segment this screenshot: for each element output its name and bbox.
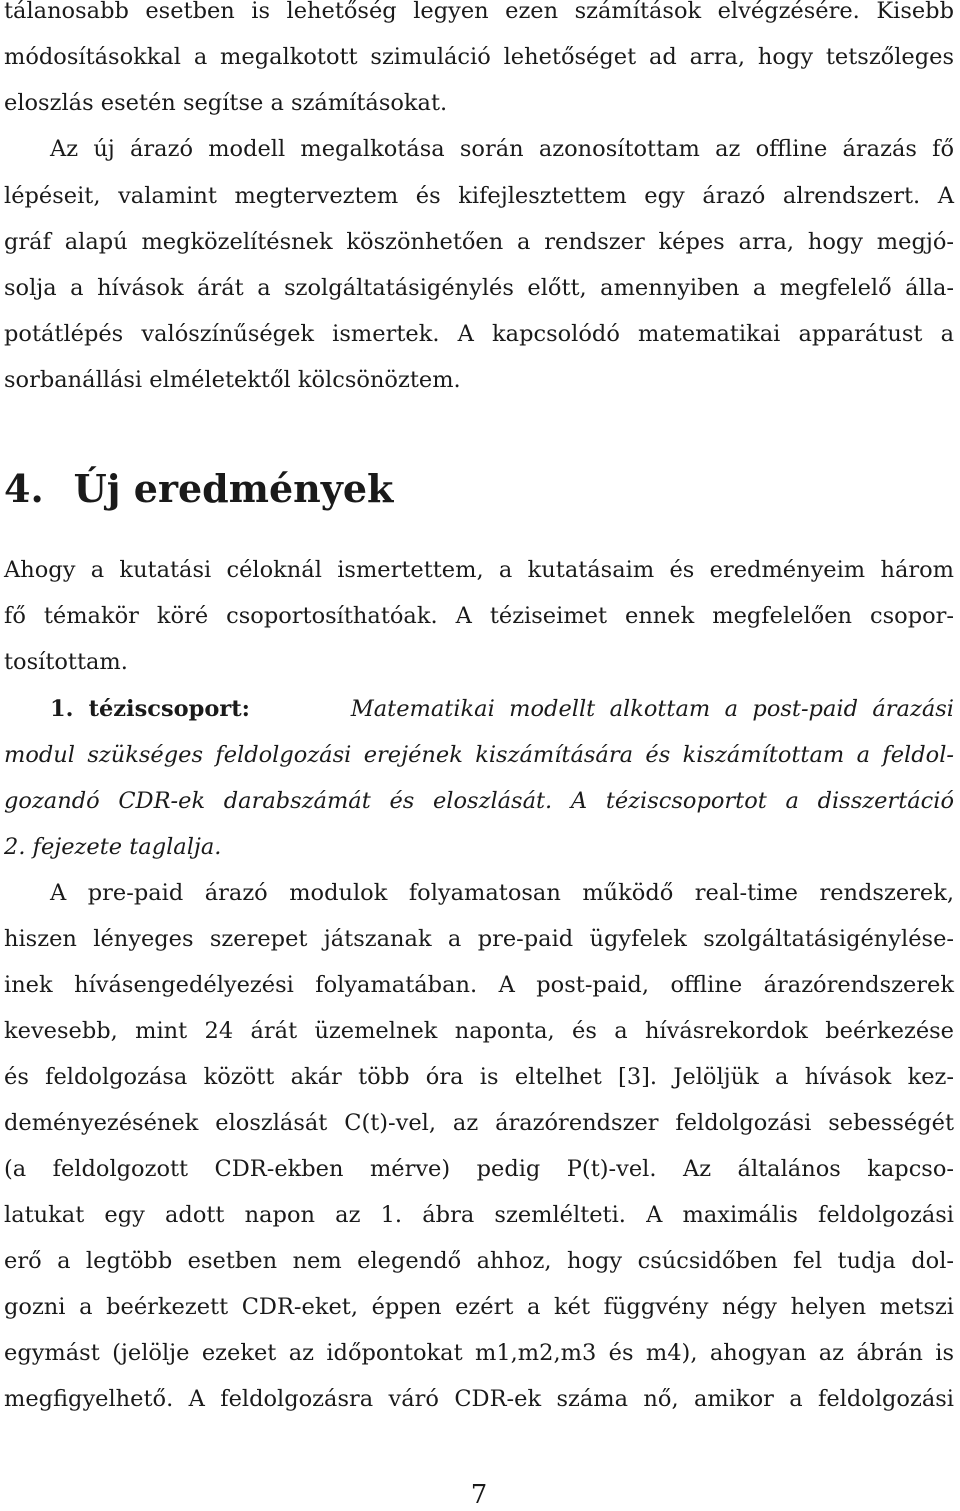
text-line: és feldolgozása között akár több óra is eltelhet [3]. Jelöljük a hívások kez-: [4, 1064, 954, 1090]
text-line: gozandó CDR-ek darabszámát és eloszlását. A téziscsoportot a disszertáció: [4, 788, 954, 814]
text-line: latukat egy adott napon az 1. ábra szemlélteti. A maximális feldolgozási: [4, 1202, 954, 1228]
text-line: Az új árazó modell megalkotása során azonosítottam az offline árazás fő: [50, 136, 954, 162]
text-line: gráf alapú megközelítésnek köszönhetően a rendszer képes arra, hogy megjó-: [4, 229, 954, 255]
text-line: gozni a beérkezett CDR-eket, éppen ezért a két függvény négy helyen metszi: [4, 1294, 954, 1320]
text-line: tálanosabb esetben is lehetőség legyen ezen számítások elvégzésére. Kisebb: [4, 0, 954, 24]
text-line: (a feldolgozott CDR-ekben mérve) pedig P(t)-vel. Az általános kapcso-: [4, 1156, 954, 1182]
text-line: módosításokkal a megalkotott szimuláció lehetőséget ad arra, hogy tetszőleges: [4, 44, 954, 70]
text-line: lépéseit, valamint megterveztem és kifejlesztettem egy árazó alrendszert. A: [4, 183, 954, 209]
page-number: 7: [470, 1480, 488, 1510]
text-line: egymást (jelölje ezeket az időpontokat m1,m2,m3 és m4), ahogyan az ábrán is: [4, 1340, 954, 1366]
text-line: inek hívásengedélyezési folyamatában. A post-paid, offline árazórendszerek: [4, 972, 954, 998]
text-line: megfigyelhető. A feldolgozásra váró CDR-ek száma nő, amikor a feldolgozási: [4, 1386, 954, 1412]
text-line: potátlépés valószínűségek ismertek. A kapcsolódó matematikai apparátust a: [4, 321, 954, 347]
section-number: 4.: [4, 466, 44, 511]
text-line: 2. fejezete taglalja.: [4, 834, 222, 860]
text-line: modul szükséges feldolgozási erejének kiszámítására és kiszámítottam a feldol-: [4, 742, 954, 768]
text-line: deményezésének eloszlását C(t)-vel, az árazórendszer feldolgozási sebességét: [4, 1110, 954, 1136]
text-line: Ahogy a kutatási céloknál ismertettem, a kutatásaim és eredményeim három: [4, 557, 954, 583]
thesis-label: 1. téziscsoport:: [50, 696, 250, 722]
text-line: eloszlás esetén segítse a számításokat.: [4, 90, 448, 116]
text-line: erő a legtöbb esetben nem elegendő ahhoz, hogy csúcsidőben fel tudja dol-: [4, 1248, 954, 1274]
section-title: Új eredmények: [73, 466, 394, 511]
text-line: fő témakör köré csoportosíthatóak. A téziseimet ennek megfelelően csopor-: [4, 603, 954, 629]
text-line: A pre-paid árazó modulok folyamatosan működő real-time rendszerek,: [50, 880, 954, 906]
text-line: solja a hívások árát a szolgáltatásigénylés előtt, amennyiben a megfelelő álla-: [4, 275, 954, 301]
thesis-first-line: [4, 686, 954, 732]
text-line: kevesebb, mint 24 árát üzemelnek naponta, és a hívásrekordok beérkezése: [4, 1018, 954, 1044]
thesis-text: Matematikai modellt alkottam a post-paid árazási: [350, 696, 954, 722]
text-line: sorbanállási elméletektől kölcsönöztem.: [4, 367, 461, 393]
text-line: tosítottam.: [4, 649, 128, 675]
section-heading: [4, 463, 393, 515]
text-line: hiszen lényeges szerepet játszanak a pre-paid ügyfelek szolgáltatásigénylése-: [4, 926, 954, 952]
